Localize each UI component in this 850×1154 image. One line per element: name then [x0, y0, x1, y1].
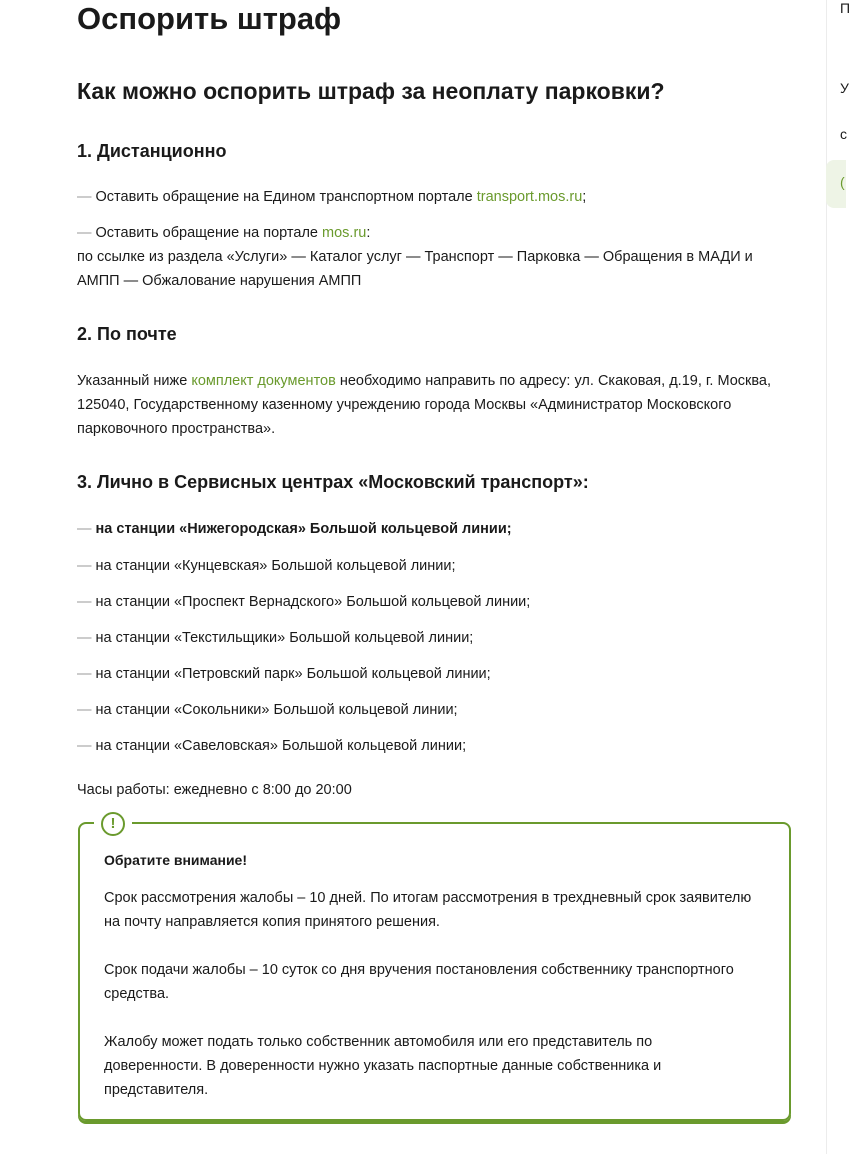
- mail-paragraph: [77, 369, 777, 441]
- notice-box: [78, 815, 791, 1121]
- station-name: на станции «Проспект Вернадского» Большой кольцевой линии;: [95, 594, 531, 610]
- mos-portal-link[interactable]: mos.ru: [322, 225, 367, 241]
- notice-icon-wrap: [94, 810, 132, 838]
- mos-portal-path: по ссылке из раздела «Услуги» — Каталог услуг — Транспорт — Парковка — Обращения в МАДИ и АМПП — Обжалование нарушения АМПП: [77, 249, 753, 289]
- remote-item-text: Оставить обращение на Едином транспортном портале: [95, 189, 477, 205]
- page-title: Оспорить штраф: [77, 1, 342, 36]
- station-item: [77, 590, 530, 614]
- dash: —: [77, 702, 96, 718]
- station-name: на станции «Савеловская» Большой кольцевой линии;: [95, 738, 467, 754]
- sidebar-fragment[interactable]: с: [840, 126, 847, 142]
- notice-title: Обратите внимание!: [104, 852, 248, 868]
- station-item: [77, 698, 458, 722]
- dash: —: [77, 189, 96, 205]
- dash: —: [77, 630, 96, 646]
- mail-text-before: Указанный ниже: [77, 373, 192, 389]
- station-item: [77, 734, 466, 758]
- dash: —: [77, 666, 96, 682]
- dash: —: [77, 738, 96, 754]
- dash: —: [77, 558, 96, 574]
- section-remote-heading: 1. Дистанционно: [77, 141, 227, 161]
- question-heading: Как можно оспорить штраф за неоплату парковки?: [77, 78, 665, 104]
- notice-paragraph-filing-term: Срок подачи жалобы – 10 суток со дня вручения постановления собственнику транспортного средства.: [104, 962, 734, 1002]
- remote-item-transport-portal: [77, 185, 586, 209]
- station-name: на станции «Петровский парк» Большой кольцевой линии;: [95, 666, 491, 682]
- sidebar-fragment[interactable]: (: [840, 174, 845, 190]
- transport-portal-link[interactable]: transport.mos.ru: [476, 189, 583, 205]
- sidebar-fragment: П: [840, 0, 850, 16]
- mail-text-after: необходимо направить по адресу: ул. Скаковая, д.19, г. Москва, 125040, Государственному казенному учреждению города Москвы «Администратор Московского парковочного пространства».: [77, 373, 772, 437]
- remote-item-text: Оставить обращение на портале: [95, 225, 323, 241]
- station-name: на станции «Сокольники» Большой кольцевой линии;: [95, 702, 458, 718]
- exclamation-circle-icon: !: [101, 812, 125, 836]
- station-name: на станции «Кунцевская» Большой кольцевой линии;: [95, 558, 456, 574]
- documents-kit-link[interactable]: комплект документов: [191, 373, 336, 389]
- section-in-person-heading: 3. Лично в Сервисных центрах «Московский транспорт»:: [77, 472, 589, 492]
- notice-paragraph-review-term: Срок рассмотрения жалобы – 10 дней. По итогам рассмотрения в трехдневный срок заявителю на почту направляется копия принятого решения.: [104, 890, 752, 930]
- section-mail-heading: 2. По почте: [77, 324, 177, 344]
- sidebar-fragment[interactable]: У: [840, 80, 849, 96]
- station-name: на станции «Текстильщики» Большой кольцевой линии;: [95, 630, 474, 646]
- dash: —: [77, 594, 96, 610]
- dash: —: [77, 225, 96, 241]
- station-item: [77, 662, 491, 686]
- station-item: [77, 626, 473, 650]
- station-item: [77, 517, 512, 541]
- station-item: [77, 554, 456, 578]
- remote-item-mos-portal: [77, 221, 767, 293]
- punct: ;: [582, 189, 587, 205]
- working-hours: Часы работы: ежедневно с 8:00 до 20:00: [77, 782, 352, 798]
- dash: —: [77, 521, 96, 537]
- notice-paragraph-who-can-file: Жалобу может подать только собственник автомобиля или его представитель по доверенности. В доверенности нужно указать паспортные данные собственника и представителя.: [104, 1034, 662, 1098]
- station-name: на станции «Нижегородская» Большой кольцевой линии;: [95, 521, 512, 537]
- punct: :: [366, 225, 371, 241]
